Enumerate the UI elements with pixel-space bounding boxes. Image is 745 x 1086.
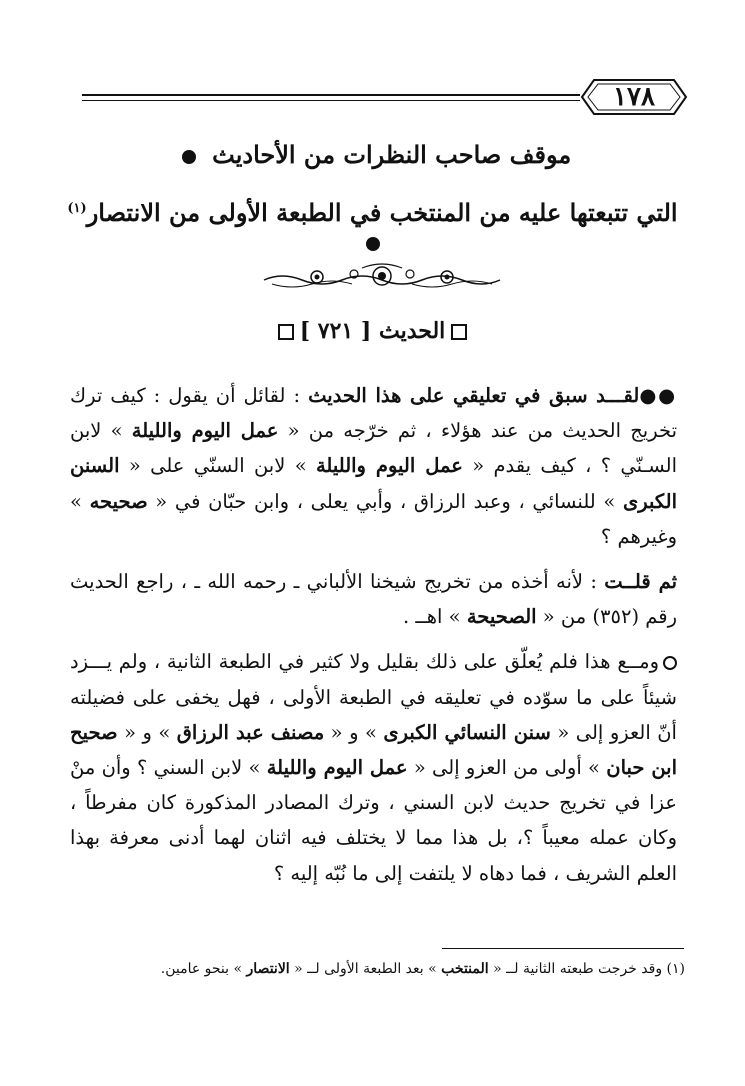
text-run: » بنحو عامين.	[160, 961, 247, 977]
section-title-line2	[60, 198, 685, 256]
text-run: » لابن السني ؟ وأن منْ عزا في تخريج حديث لابن السني ، وترك المصادر المذكورة كان مفرطاً ، وكان عمله معيباً ؟، بل هذا مما لا يختلف فيه اثنان لهما أدنى معرفة بهذا العلم الشريف ، فما دهاه لا يلتفت إلى ما نُبّه إليه ؟	[70, 756, 677, 885]
text-run: » بعد الطبعة الأولى لــ «	[289, 961, 442, 977]
text-run: » لابن السـنّي ؟ ، كيف يقدم «	[70, 419, 677, 478]
body-text	[70, 378, 677, 901]
book-title: صحيحه	[89, 489, 148, 513]
book-title: الانتصار	[246, 961, 290, 977]
book-title: الصحيحة	[466, 605, 537, 629]
hadith-heading	[200, 318, 545, 344]
square-icon	[451, 324, 467, 340]
footnote-rule	[442, 948, 684, 949]
text-run: (١) وقد خرجت طبعته الثانية لــ «	[488, 961, 685, 977]
hadith-label: الحديث	[378, 318, 446, 344]
text-run: » للنسائي ، وعبد الرزاق ، وأبي يعلى ، وابن حبّان في «	[147, 489, 623, 513]
book-title: المنتخب	[441, 961, 489, 977]
text-run: » و «	[324, 720, 384, 744]
header-rule-bottom	[82, 100, 580, 101]
footnote	[70, 958, 685, 980]
paragraph-1	[70, 378, 677, 554]
page-number-frame	[580, 78, 688, 116]
text-run: » اهــ .	[402, 605, 467, 629]
double-dot-icon: ●●	[639, 384, 677, 407]
header-rule-top	[82, 94, 580, 96]
book-title: السنن الكبرى	[70, 454, 677, 513]
text-run: ومــع هذا فلم يُعلّق على ذلك بقليل ولا كثير في الطبعة الثانية ، ولم يـــزد شيئاً على ما سوّده في تعليقه في الطبعة الأولى ، فهل يخفى على فضيلته أنّ العزو إلى «	[70, 650, 677, 744]
page-number: ١٧٨	[613, 82, 655, 112]
text-run: » لابن السنّي على «	[119, 454, 316, 478]
section-title-line1	[60, 140, 685, 169]
paragraph-lead: لقـــد سبق في تعليقي على هذا الحديث	[308, 384, 640, 407]
text-run: » أولى من العزو إلى «	[407, 756, 607, 780]
footnote-ref: (١)	[67, 201, 87, 216]
square-icon	[278, 324, 294, 340]
hadith-number: [ ٧٢١ ]	[299, 318, 372, 344]
text-run: : لأنه أخذه من تخريج شيخنا الألباني ـ رحمه الله ـ ، راجع الحديث رقم (٣٥٢) من «	[70, 570, 677, 629]
text-run: » و «	[117, 720, 177, 744]
bullet-icon	[366, 237, 380, 251]
bullet-icon	[182, 150, 196, 164]
section-title-text: موقف صاحب النظرات من الأحاديث	[212, 140, 572, 169]
book-title: عمل اليوم والليلة	[315, 454, 463, 478]
paragraph-lead: ثم قلــت	[604, 570, 677, 594]
book-title: صحيح ابن حبان	[70, 720, 678, 780]
text-run: » وغيرهم ؟	[70, 489, 677, 548]
circle-marker-icon	[663, 656, 677, 670]
book-title: سنن النسائي الكبرى	[383, 720, 551, 744]
book-title: مصنف عبد الرزاق	[176, 720, 325, 744]
book-title: عمل اليوم والليلة	[131, 419, 279, 443]
text-run: : لقائل أن يقول : كيف ترك تخريج الحديث من عند هؤلاء ، ثم خرّجه من «	[70, 384, 678, 443]
paragraph-3	[70, 644, 677, 890]
book-title: عمل اليوم والليلة	[266, 756, 408, 780]
paragraph-2	[70, 564, 677, 634]
floral-ornament-icon	[262, 262, 502, 292]
section-subtitle-text: التي تتبعتها عليه من المنتخب في الطبعة الأولى من الانتصار	[86, 198, 678, 227]
